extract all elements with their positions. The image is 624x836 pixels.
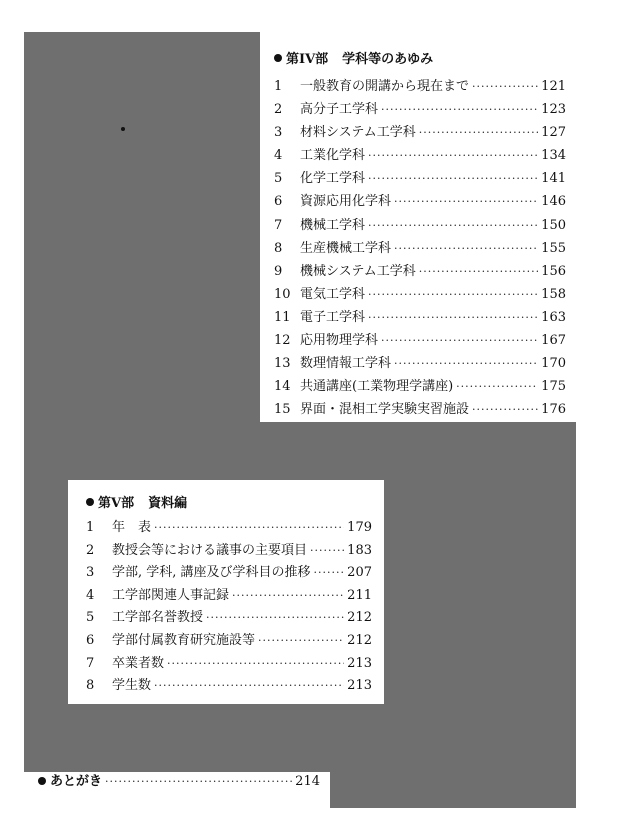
toc-row	[86, 562, 372, 585]
leader-dots	[232, 585, 344, 608]
toc-number: 5	[86, 610, 95, 626]
part5-title-main: 第V部	[98, 496, 135, 511]
toc-row	[274, 237, 566, 260]
toc-label: 工業化学科	[300, 148, 366, 164]
leader-dots	[105, 775, 292, 788]
toc-number: 3	[86, 565, 95, 581]
toc-label: 高分子工学科	[300, 102, 379, 118]
toc-label: 学部, 学科, 講座及び学科目の推移	[112, 565, 311, 581]
toc-number: 4	[274, 148, 283, 164]
toc-label: 応用物理学科	[300, 333, 379, 349]
toc-page: 179	[347, 520, 372, 535]
toc-page: 213	[347, 655, 372, 671]
toc-label: 機械工学科	[300, 217, 366, 233]
toc-page: 211	[347, 587, 372, 603]
toc-row	[274, 75, 566, 98]
toc-label: 化学工学科	[300, 171, 366, 187]
toc-number: 15	[274, 402, 291, 418]
part4-title	[274, 48, 566, 67]
toc-row	[274, 352, 566, 375]
toc-page: 123	[541, 102, 566, 118]
toc-label: 一般教育の開講から現在まで	[300, 79, 470, 94]
toc-row	[274, 98, 566, 121]
toc-number: 5	[274, 171, 283, 187]
toc-number: 6	[274, 194, 283, 210]
leader-dots	[419, 121, 538, 144]
leader-dots	[368, 306, 538, 329]
toc-label: 共通講座(工業物理学講座)	[300, 379, 454, 395]
leader-dots	[394, 352, 538, 375]
toc-page: 183	[347, 542, 372, 558]
toc-page: 176	[541, 402, 566, 418]
toc-label: 学生数	[112, 678, 152, 694]
toc-row	[86, 517, 372, 540]
toc-label: 電子工学科	[300, 309, 366, 325]
toc-page: 167	[541, 333, 566, 349]
toc-number: 4	[86, 587, 95, 603]
leader-dots	[394, 190, 538, 213]
toc-row	[86, 653, 372, 676]
toc-page: 134	[541, 148, 566, 164]
afterword-page: 214	[295, 774, 320, 789]
leader-dots	[368, 144, 538, 167]
toc-number: 8	[86, 678, 95, 694]
part5-title-sub: 資料編	[148, 496, 188, 511]
toc-row	[86, 630, 372, 653]
toc-row	[274, 260, 566, 283]
toc-row	[274, 144, 566, 167]
toc-label: 資源応用化学科	[300, 194, 392, 210]
leader-dots	[419, 260, 538, 283]
toc-page: 170	[541, 356, 566, 372]
toc-number: 13	[274, 356, 291, 372]
toc-page: 207	[347, 565, 372, 581]
leader-dots	[154, 517, 344, 540]
toc-page: 212	[347, 632, 372, 648]
toc-row	[274, 329, 566, 352]
bullet-icon	[38, 777, 46, 785]
toc-label: 年 表	[112, 520, 152, 535]
toc-number: 3	[274, 125, 283, 141]
toc-page: 146	[541, 194, 566, 210]
leader-dots	[394, 237, 538, 260]
leader-dots	[154, 675, 344, 698]
toc-number: 12	[274, 333, 291, 349]
leader-dots	[206, 607, 344, 630]
toc-number: 1	[274, 79, 283, 94]
toc-number: 7	[274, 217, 283, 233]
toc-label: 機械システム工学科	[300, 263, 416, 279]
leader-dots	[472, 398, 538, 421]
toc-label: 教授会等における議事の主要項目	[112, 542, 308, 558]
toc-row	[274, 375, 566, 398]
part5-list	[86, 517, 372, 698]
afterword-label: あとがき	[50, 774, 103, 789]
toc-page: 175	[541, 379, 566, 395]
toc-number: 1	[86, 520, 95, 535]
leader-dots	[167, 653, 344, 676]
toc-page: 158	[541, 286, 566, 302]
toc-label: 電気工学科	[300, 286, 366, 302]
toc-label: 工学部関連人事記録	[112, 587, 230, 603]
toc-row	[274, 214, 566, 237]
toc-label: 卒業者数	[112, 655, 165, 671]
part5-title	[86, 492, 372, 511]
leader-dots	[368, 167, 538, 190]
bullet-icon	[274, 54, 282, 62]
toc-row	[274, 167, 566, 190]
toc-page: 213	[347, 678, 372, 694]
gray-block-bottom-right	[330, 760, 576, 808]
speck	[121, 127, 125, 131]
toc-label: 学部付属教育研究施設等	[112, 632, 256, 648]
leader-dots	[314, 562, 345, 585]
leader-dots	[258, 630, 344, 653]
toc-page: 156	[541, 263, 566, 279]
toc-page: 141	[541, 171, 566, 187]
toc-number: 2	[86, 542, 95, 558]
toc-row	[274, 306, 566, 329]
part4-title-main: 第IV部	[286, 52, 329, 67]
part5-panel	[68, 480, 384, 704]
toc-number: 9	[274, 263, 283, 279]
toc-page: 212	[347, 610, 372, 626]
toc-number: 14	[274, 379, 291, 395]
toc-page: 150	[541, 217, 566, 233]
leader-dots	[456, 375, 538, 398]
leader-dots	[381, 98, 538, 121]
bullet-icon	[86, 498, 94, 506]
leader-dots	[472, 75, 538, 98]
leader-dots	[368, 283, 538, 306]
toc-page: 155	[541, 240, 566, 256]
part4-list	[274, 75, 566, 421]
toc-label: 生産機械工学科	[300, 240, 392, 256]
toc-number: 10	[274, 286, 291, 302]
part4-panel	[260, 38, 576, 422]
toc-row	[86, 675, 372, 698]
afterword-row	[38, 770, 320, 789]
toc-label: 数理情報工学科	[300, 356, 392, 372]
toc-row	[86, 607, 372, 630]
toc-page: 127	[541, 125, 566, 141]
toc-number: 11	[274, 309, 291, 325]
toc-number: 2	[274, 102, 283, 118]
toc-number: 7	[86, 655, 95, 671]
leader-dots	[381, 329, 538, 352]
toc-label: 工学部名誉教授	[112, 610, 204, 626]
toc-label: 界面・混相工学実験実習施設	[300, 402, 470, 418]
toc-row	[274, 121, 566, 144]
leader-dots	[310, 540, 344, 563]
toc-number: 6	[86, 632, 95, 648]
toc-row	[274, 283, 566, 306]
toc-label: 材料システム工学科	[300, 125, 416, 141]
toc-number: 8	[274, 240, 283, 256]
toc-page: 121	[541, 79, 566, 94]
leader-dots	[368, 214, 538, 237]
toc-row	[274, 190, 566, 213]
toc-row	[274, 398, 566, 421]
toc-row	[86, 540, 372, 563]
toc-page: 163	[541, 309, 566, 325]
toc-row	[86, 585, 372, 608]
part4-title-sub: 学科等のあゆみ	[342, 52, 434, 67]
